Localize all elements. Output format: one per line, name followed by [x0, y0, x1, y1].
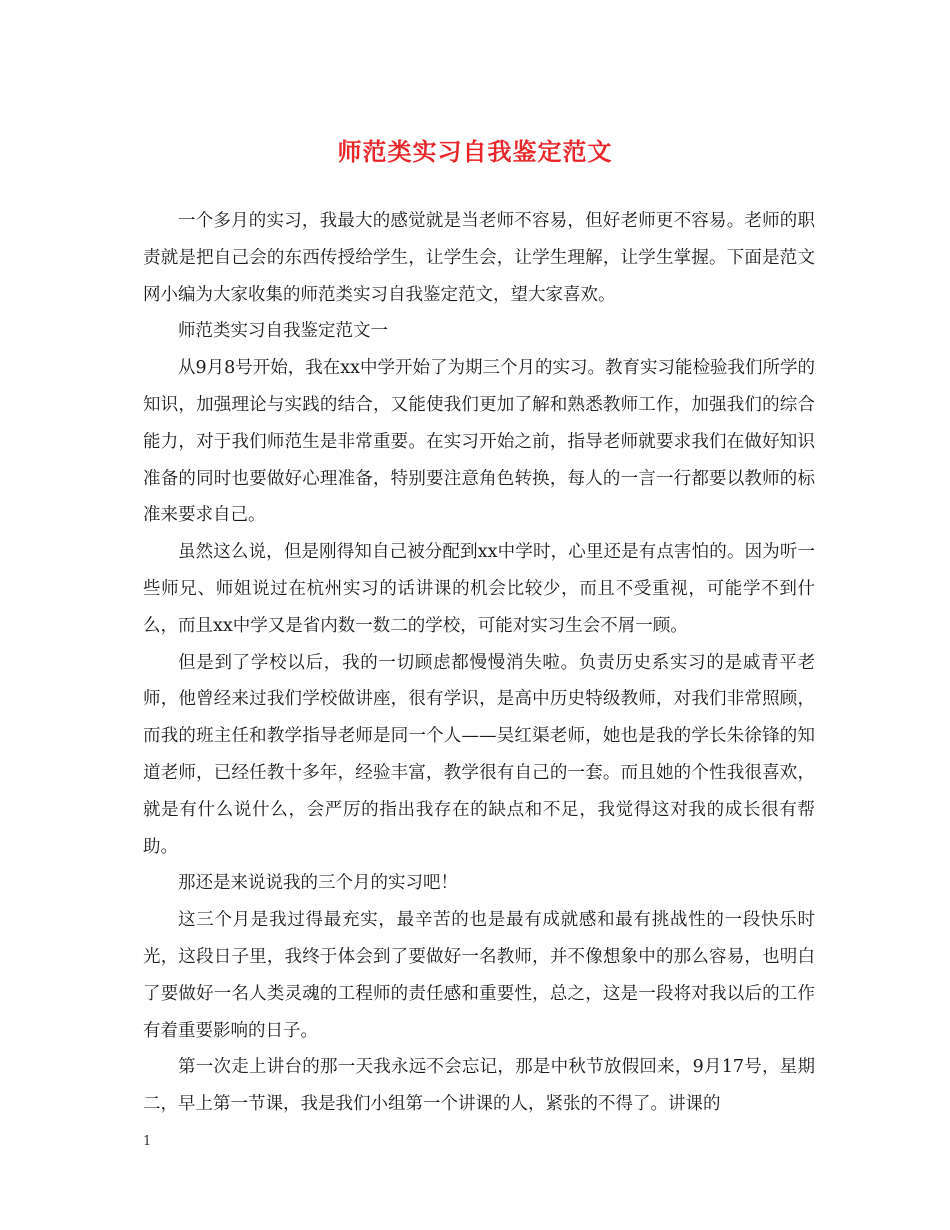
paragraph: 但是到了学校以后，我的一切顾虑都慢慢消失啦。负责历史系实习的是戚青平老师，他曾经来过我们学校做讲座，很有学识，是高中历史特级教师，对我们非常照顾，而我的班主任和教学指导老师是同一个人——吴红渠老师，她也是我的学长朱徐锋的知道老师，已经任教十多年，经验丰富，教学很有自己的一套。而且她的个性我很喜欢，就是有什么说什么，会严厉的指出我存在的缺点和不足，我觉得这对我的成长很有帮助。 [143, 652, 815, 857]
paragraph: 第一次走上讲台的那一天我永远不会忘记，那是中秋节放假回来，9月17号，星期二，早上第一节课，我是我们小组第一个讲课的人，紧张的不得了。讲课的 [143, 1057, 815, 1115]
paragraph: 虽然这么说，但是刚得知自己被分配到xx中学时，心里还是有点害怕的。因为听一些师兄、师姐说过在杭州实习的话讲课的机会比较少，而且不受重视，可能学不到什么，而且xx中学又是省内数一数二的学校，可能对实习生会不屑一顾。 [143, 542, 815, 636]
document-body [143, 203, 815, 1123]
paragraph: 那还是来说说我的三个月的实习吧！ [178, 873, 458, 894]
paragraph: 这三个月是我过得最充实，最辛苦的也是最有成就感和最有挑战性的一段快乐时光，这段日子里，我终于体会到了要做好一名教师，并不像想象中的那么容易，也明白了要做好一名人类灵魂的工程师的责任感和重要性，总之，这是一段将对我以后的工作有着重要影响的日子。 [143, 910, 815, 1041]
paragraph-intro: 一个多月的实习，我最大的感觉就是当老师不容易，但好老师更不容易。老师的职责就是把自己会的东西传授给学生，让学生会，让学生理解，让学生掌握。下面是范文网小编为大家收集的师范类实习自我鉴定范文，望大家喜欢。 [143, 211, 815, 305]
paragraph: 从9月8号开始，我在xx中学开始了为期三个月的实习。教育实习能检验我们所学的知识，加强理论与实践的结合，又能使我们更加了解和熟悉教师工作，加强我们的综合能力，对于我们师范生是非常重要。在实习开始之前，指导老师就要求我们在做好知识准备的同时也要做好心理准备，特别要注意角色转换，每人的一言一行都要以教师的标准来要求自己。 [143, 358, 816, 526]
section-heading: 师范类实习自我鉴定范文一 [178, 321, 388, 342]
document-title: 师范类实习自我鉴定范文 [337, 137, 613, 166]
page-number: 1 [143, 1134, 152, 1149]
